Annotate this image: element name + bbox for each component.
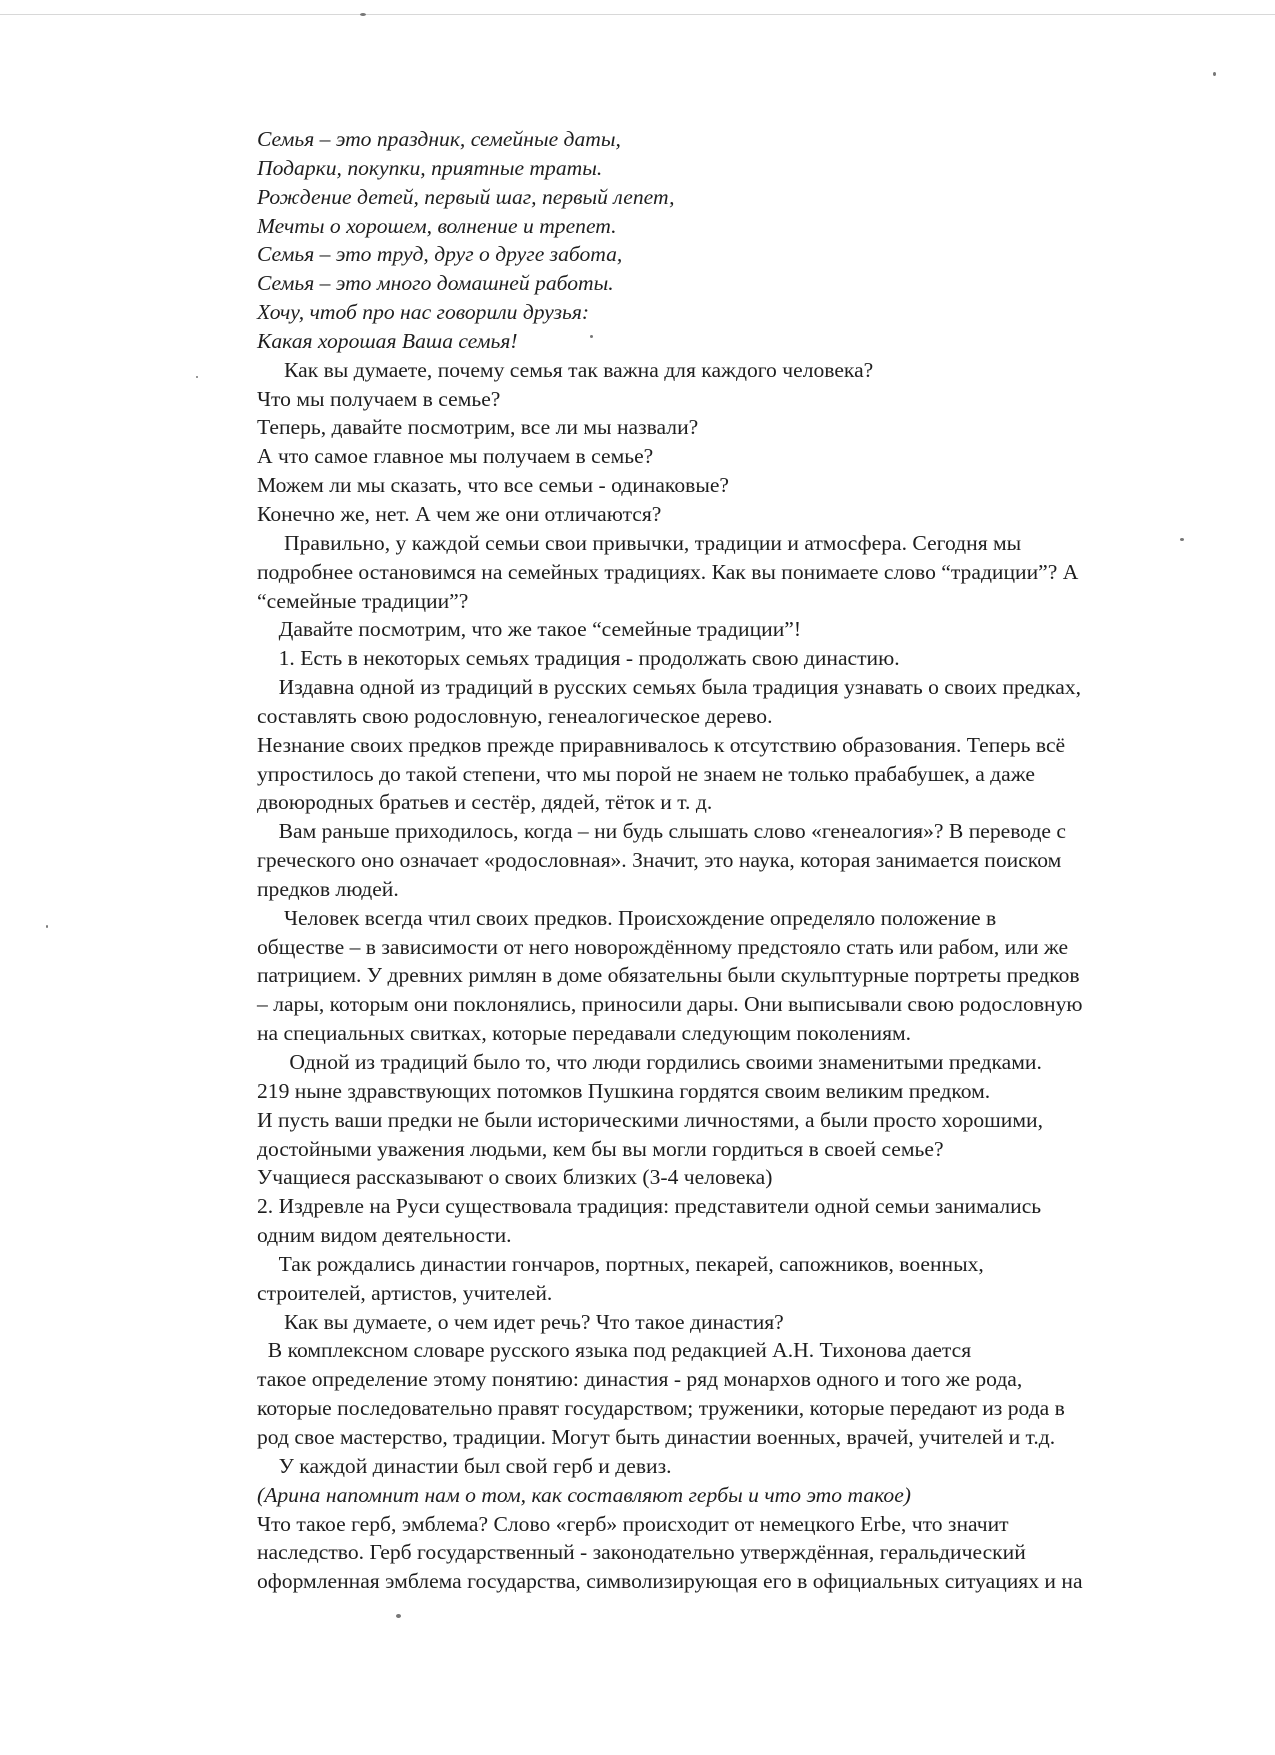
text-line: Давайте посмотрим, что же такое “семейные традиции”! — [257, 617, 802, 642]
text-line: двоюродных братьев и сестёр, дядей, тёток и т. д. — [257, 790, 713, 815]
text-line: одним видом деятельности. — [257, 1223, 512, 1248]
poem-line: Семья – это праздник, семейные даты, — [257, 127, 621, 151]
text-line: Незнание своих предков прежде приравнивалось к отсутствию образования. Теперь всё — [257, 732, 1066, 757]
text-line: 219 ныне здравствующих потомков Пушкина гордятся своим великим предком. — [257, 1078, 991, 1103]
scan-speck — [46, 925, 48, 928]
text-line: Правильно, у каждой семьи свои привычки, традиции и атмосфера. Сегодня мы — [257, 530, 1022, 555]
scan-speck — [360, 13, 366, 16]
text-line: такое определение этому понятию: династия - ряд монархов одного и того же рода, — [257, 1367, 1023, 1392]
poem-line: Какая хорошая Ваша семья! — [257, 328, 518, 353]
text-line: строителей, артистов, учителей. — [257, 1280, 553, 1305]
stage-note: (Арина напомнит нам о том, как составляют гербы и что это такое) — [257, 1482, 911, 1507]
text-line: составлять свою родословную, генеалогическое дерево. — [257, 703, 773, 728]
text-line: Издавна одной из традиций в русских семьях была традиция узнавать о своих предках, — [257, 675, 1082, 700]
document-body — [257, 125, 1217, 1596]
text-line: патрицием. У древних римлян в доме обязательны были скульптурные портреты предков — [257, 963, 1080, 988]
text-line: Учащиеся рассказывают о своих близких (3-4 человека) — [257, 1165, 773, 1190]
scan-top-edge — [0, 14, 1275, 15]
text-line: наследство. Герб государственный - законодательно утверждённая, геральдический — [257, 1540, 1026, 1565]
text-line: Что мы получаем в семье? — [257, 386, 501, 411]
scan-speck — [1213, 72, 1216, 76]
text-line: род свое мастерство, традиции. Могут быть династии военных, врачей, учителей и т.д. — [257, 1424, 1056, 1449]
text-line: Вам раньше приходилось, когда – ни будь слышать слово «генеалогия»? В переводе с — [257, 819, 1066, 844]
poem — [257, 125, 1217, 356]
text-line: упростилось до такой степени, что мы порой не знаем не только прабабушек, а даже — [257, 761, 1035, 786]
text-line: подробнее остановимся на семейных традициях. Как вы понимаете слово “традиции”? А — [257, 559, 1079, 584]
text-line: предков людей. — [257, 876, 399, 901]
text-line: греческого оно означает «родословная». Значит, это наука, которая занимается поиском — [257, 848, 1062, 873]
scan-speck — [196, 376, 198, 378]
text-line: А что самое главное мы получаем в семье? — [257, 444, 654, 469]
text-line: оформленная эмблема государства, символизирующая его в официальных ситуациях и на — [257, 1569, 1083, 1594]
text-line: Можем ли мы сказать, что все семьи - одинаковые? — [257, 473, 729, 498]
poem-line: Семья – это много домашней работы. — [257, 271, 614, 296]
poem-line: Мечты о хорошем, волнение и трепет. — [257, 213, 617, 238]
text-line: 1. Есть в некоторых семьях традиция - продолжать свою династию. — [257, 646, 900, 671]
text-line: 2. Издревле на Руси существовала традиция: представители одной семьи занимались — [257, 1194, 1042, 1219]
text-line: Теперь, давайте посмотрим, все ли мы назвали? — [257, 415, 699, 440]
text-line: на специальных свитках, которые передавали следующим поколениям. — [257, 1021, 912, 1046]
poem-line: Подарки, покупки, приятные траты. — [257, 155, 603, 180]
text-line: Человек всегда чтил своих предков. Происхождение определяло положение в — [257, 905, 997, 930]
text-line: Одной из традиций было то, что люди гордились своими знаменитыми предками. — [257, 1050, 1042, 1074]
text-line: которые последовательно правят государством; труженики, которые передают из рода в — [257, 1396, 1065, 1421]
text-line: обществе – в зависимости от него новорождённому предстояло стать или рабом, или же — [257, 934, 1069, 959]
scan-speck — [396, 1614, 401, 1618]
text-line: Что такое герб, эмблема? Слово «герб» происходит от немецкого Erbe, что значит — [257, 1511, 1009, 1536]
lesson-text — [257, 356, 1217, 1596]
text-line: В комплексном словаре русского языка под редакцией А.Н. Тихонова дается — [257, 1338, 972, 1363]
poem-line: Хочу, чтоб про нас говорили друзья: — [257, 300, 590, 325]
poem-line: Семья – это труд, друг о друге забота, — [257, 242, 623, 267]
text-line: И пусть ваши предки не были историческими личностями, а были просто хорошими, — [257, 1107, 1043, 1132]
text-line: – лары, которым они поклонялись, приносили дары. Они выписывали свою родословную — [257, 992, 1083, 1017]
text-line: Так рождались династии гончаров, портных, пекарей, сапожников, военных, — [257, 1251, 984, 1276]
poem-line: Рождение детей, первый шаг, первый лепет, — [257, 184, 675, 209]
text-line: Как вы думаете, почему семья так важна для каждого человека? — [257, 357, 874, 382]
text-line: У каждой династии был свой герб и девиз. — [257, 1453, 672, 1478]
text-line: “семейные традиции”? — [257, 588, 469, 613]
text-line: Конечно же, нет. А чем же они отличаются? — [257, 501, 662, 526]
text-line: Как вы думаете, о чем идет речь? Что такое династия? — [257, 1309, 784, 1334]
text-line: достойными уважения людьми, кем бы вы могли гордиться в своей семье? — [257, 1136, 944, 1161]
